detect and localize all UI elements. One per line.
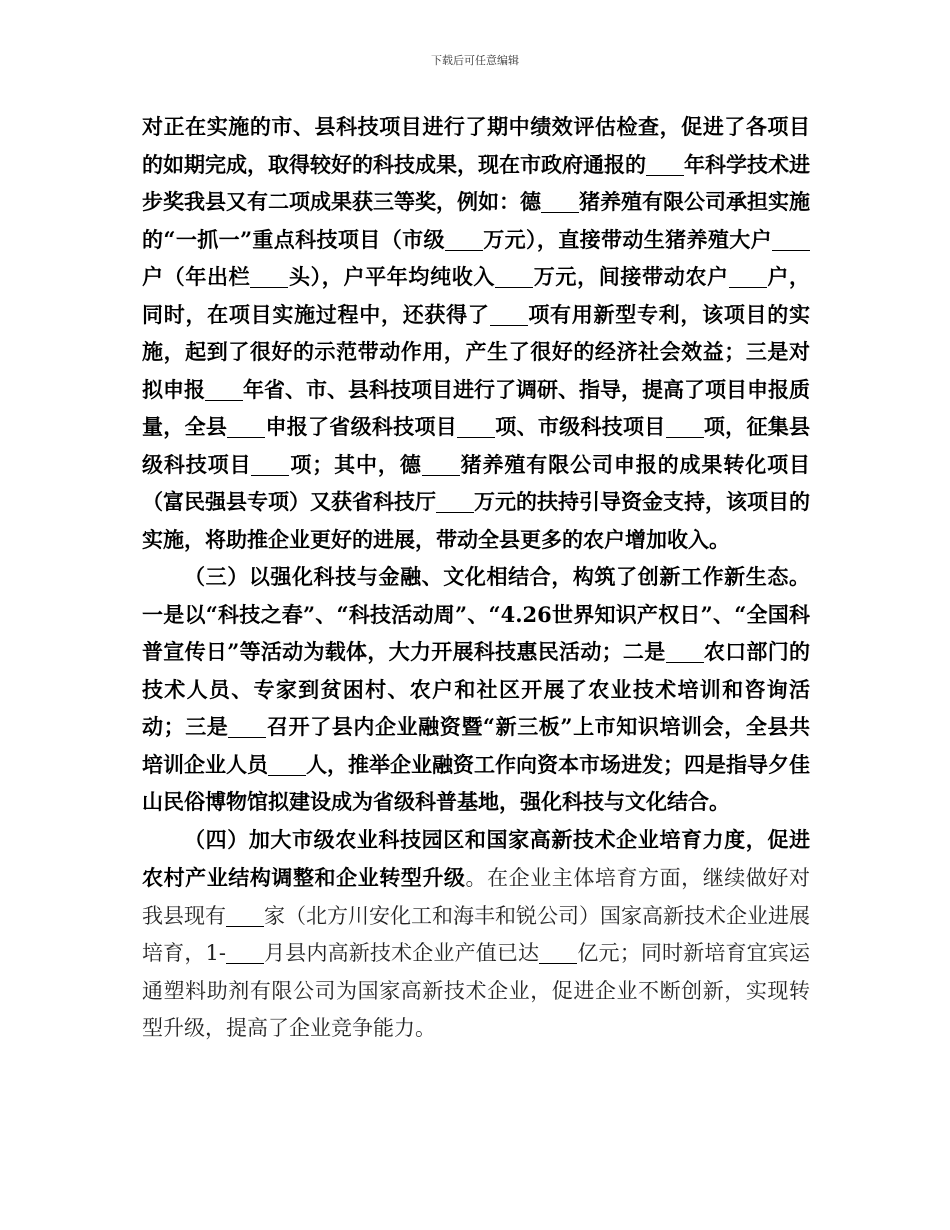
blank-field [436,491,474,513]
text-segment: 项；其中，德 [289,451,422,477]
text-segment: 万元），直接带动生猪养殖大户 [482,226,772,252]
text-segment: 家（北方川安化工和海丰和锐公司）国家高新技术企业进展培育，1- [142,903,810,965]
text-segment: 项有用新型专利，该项目的实施，起到了很好的示范带动作用，产生了很好的经济社会效益；三是对拟申报 [142,301,811,402]
blank-field [445,229,483,251]
blank-field [268,754,306,776]
blank-field [422,454,460,476]
text-segment: 农口部门的技术人员、专家到贫困村、农户和社区开展了农业技术培训和咨询活动；三是 [142,639,811,739]
blank-field [729,266,767,288]
text-segment: （三）以强化科技与金融、文化相结合，构筑了创新工作新生态。一是以“科技之春”、“科技活动周”、“4.26世界知识产权日”、“全国科普宣传日”等活动为载体，大力开展科技惠民活动；二是 [142,564,810,664]
text-segment: 对正在实施的市、县科技项目进行了期中绩效评估检查，促进了各项目的如期完成，取得较好的科技成果，现在市政府通报的 [142,114,810,177]
blank-field [228,716,266,738]
blank-field [227,416,265,438]
text-segment: 。在企业主体培育方面，继续做好对我县现有 [142,866,810,928]
text-segment: 亿元；同时新培育宜宾运通塑料助剂有限公司为国家高新技术企业，促进企业不断创新，实现转型升级，提高了企业竞争能力。 [142,941,810,1040]
text-segment: 项、市级科技项目 [495,414,666,439]
blank-field [251,454,289,476]
section-heading: （四）加大市级农业科技园区和国家高新技术企业培育力度，促进农村产业结构调整和企业转型升级 [142,826,810,890]
text-segment: 头），户平年均纯收入 [288,264,496,289]
text-segment: 猪养殖有限公司申报的成果转化项目（富民强县专项）又获省科技厅 [142,451,811,514]
text-segment: 月县内高新技术企业产值已达 [263,941,540,965]
paragraph-section-four [142,821,810,1048]
blank-field [205,379,243,401]
blank-field [646,154,684,176]
text-segment: 年省、市、县科技项目进行了调研、指导，提高了项目申报质量，全县 [142,376,810,439]
blank-field [226,905,264,927]
blank-field [495,266,533,288]
text-segment: 万元的扶持引导资金支持，该项目的实施，将助推企业更好的进展，带动全县更多的农户增加收入。 [142,489,810,552]
document-body [142,108,810,1048]
blank-field [250,266,288,288]
text-segment: 申报了省级科技项目 [265,414,458,439]
text-segment: 万元，间接带动农户 [533,264,729,289]
blank-field [226,942,264,964]
text-segment: 年科学技术进步奖我县又有二项成果获三等奖，例如：德 [142,151,810,214]
paragraph-section-three [142,558,810,821]
blank-field [541,191,579,213]
text-segment: 户（年出栏 [142,264,251,289]
text-segment: 项，征集县级科技项目 [142,414,811,477]
blank-field [666,641,704,663]
paragraph-project-evaluation [142,108,810,558]
text-segment: 召开了县内企业融资暨“新三板”上市知识培训会，全县共培训企业人员 [142,714,811,777]
blank-field [490,304,528,326]
blank-field [666,416,704,438]
text-segment: 户，同时，在项目实施过程中，还获得了 [142,264,811,327]
blank-field [772,229,810,251]
text-segment: 人，推举企业融资工作向资本市场进发；四是指导夕佳山民俗博物馆拟建设成为省级科普基地，强化科技与文化结合。 [142,751,810,814]
page-header: 下载后可任意编辑 [431,54,519,67]
blank-field [457,416,495,438]
text-segment: 猪养殖有限公司承担实施的“一抓一”重点科技项目（市级 [142,189,810,252]
blank-field [539,942,577,964]
